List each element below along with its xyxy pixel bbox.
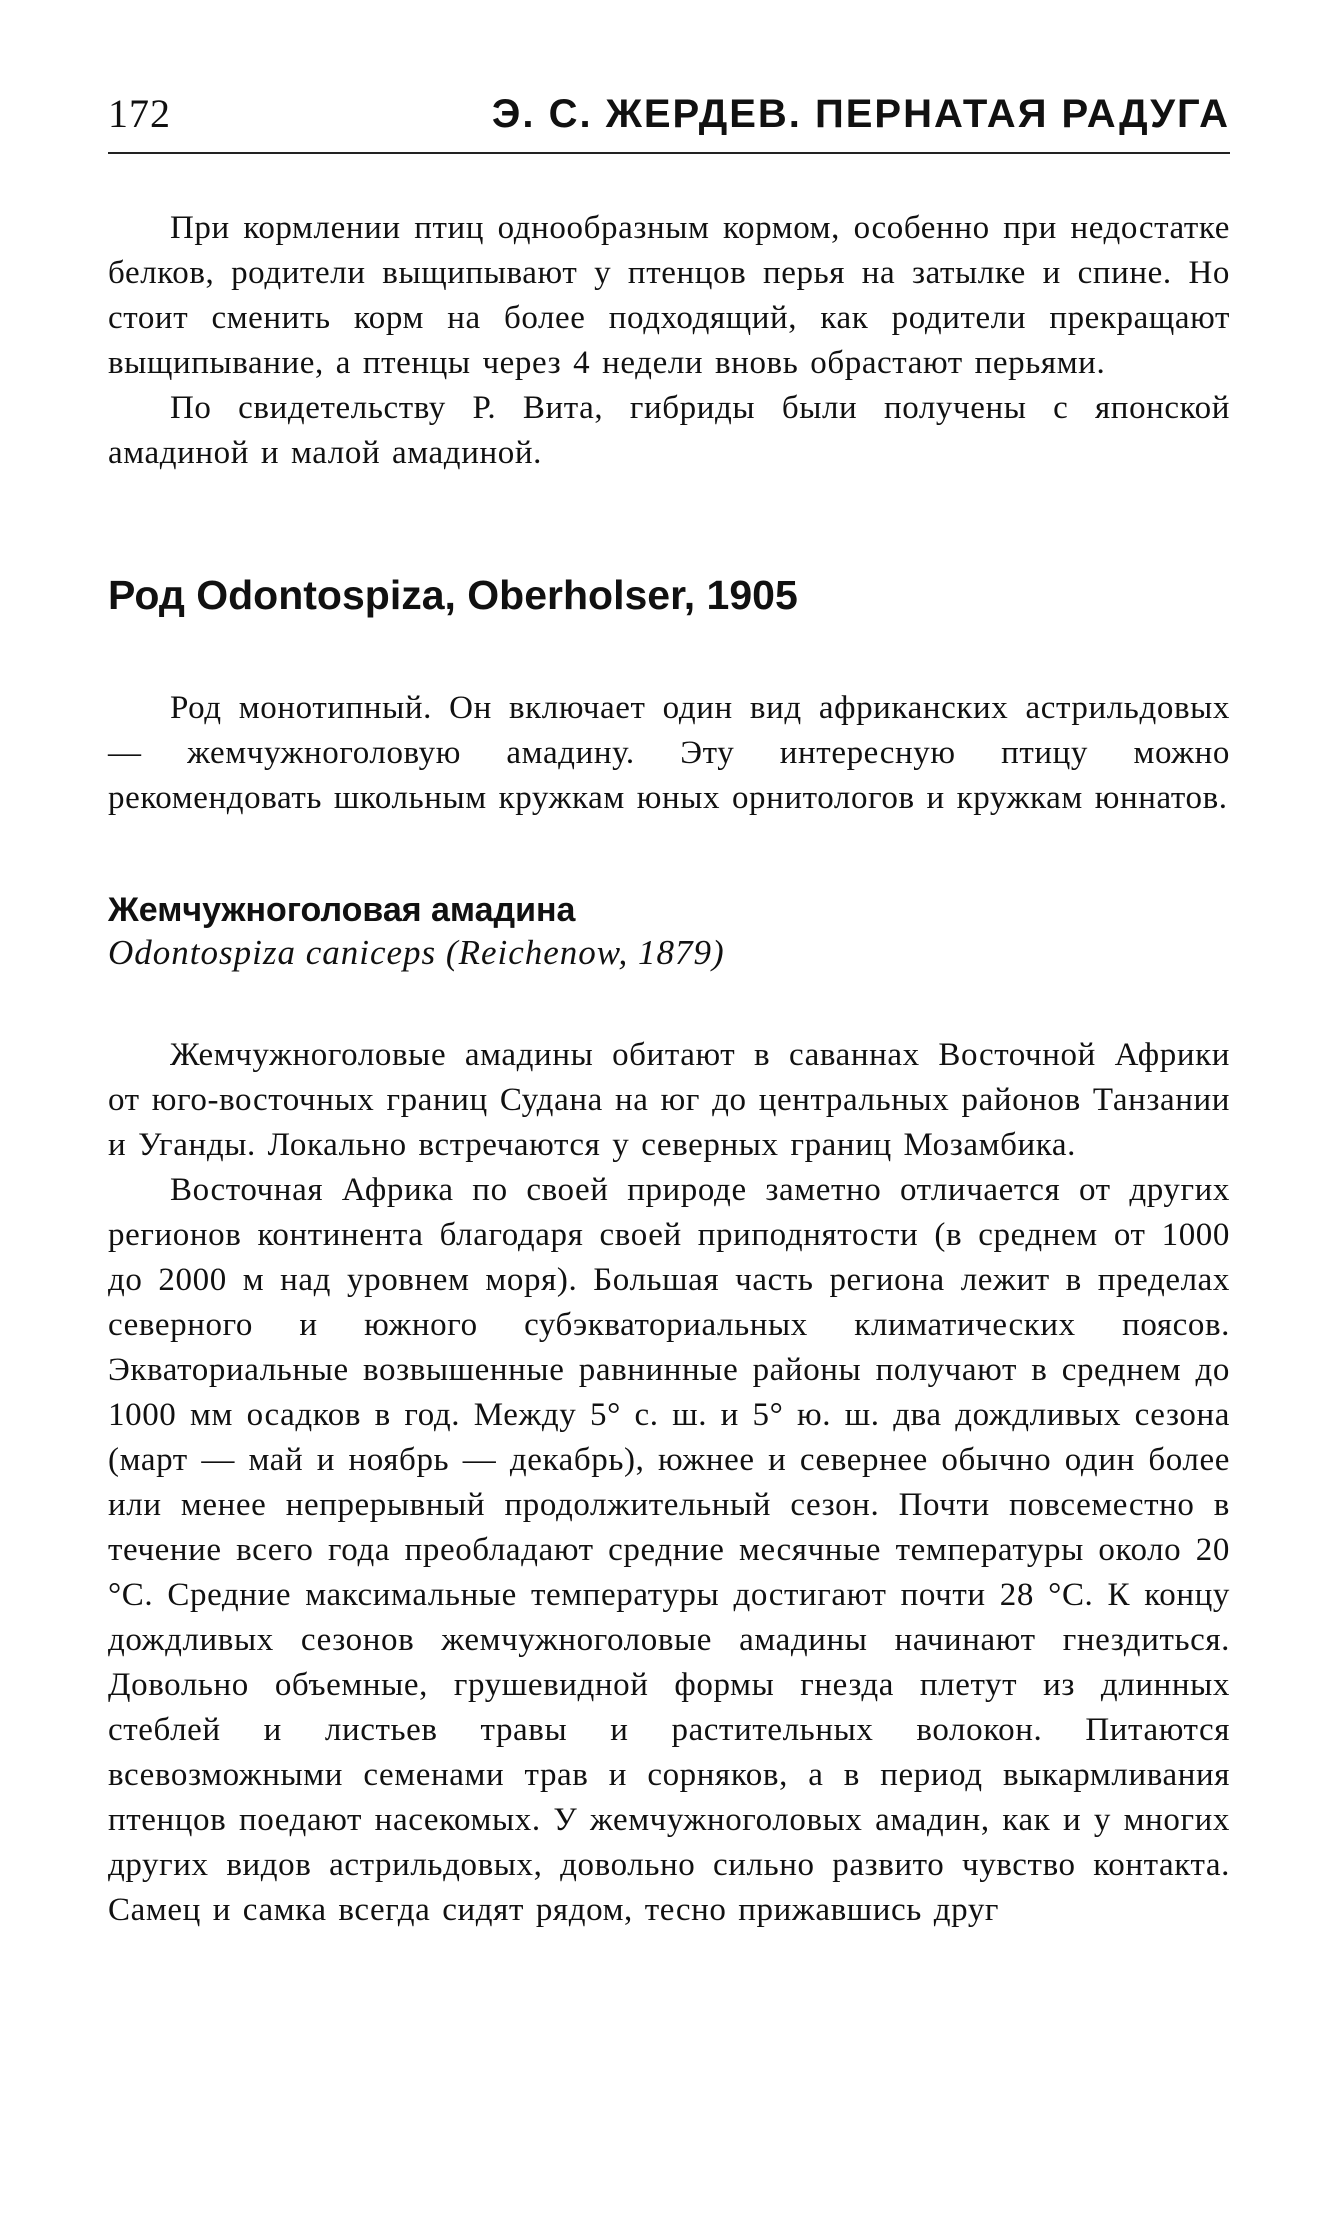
species-description [108,1033,1230,1933]
header-rule [108,152,1230,154]
genus-heading: Род Odontospiza, Oberholser, 1905 [108,572,798,618]
paragraph: Восточная Африка по своей природе заметно отличается от других регионов континента благодаря своей приподнятости (в среднем от 1000 до 2000 м над уровнем моря). Большая часть региона лежит в пределах северного и южного субэкваториальных климатических поясов. Экваториальные возвышенные равнинные районы получают в среднем до 1000 мм осадков в год. Между 5° с. ш. и 5° ю. ш. два дождливых сезона (март — май и ноябрь — декабрь), южнее и севернее обычно один более или менее непрерывный продолжительный сезон. Почти повсеместно в течение всего года преобладают средние месячные температуры около 20 °С. Средние максимальные температуры достигают почти 28 °С. К концу дождливых сезонов жемчужноголовые амадины начинают гнездиться. Довольно объемные, грушевидной формы гнезда плетут из длинных стеблей и листьев травы и растительных волокон. Питаются всевозможными семенами трав и сорняков, а в период выкармливания птенцов поедают насекомых. У жемчужноголовых амадин, как и у многих других видов астрильдовых, довольно сильно развито чувство контакта. Самец и самка всегда сидят рядом, тесно прижавшись друг [108,1172,1230,1928]
continued-text [108,206,1230,476]
paragraph: Жемчужноголовые амадины обитают в саваннах Восточной Африки от юго-восточных границ Судана на юг до центральных районов Танзании и Уганды. Локально встречаются у северных границ Мозамбика. [108,1037,1230,1163]
paragraph: При кормлении птиц однообразным кормом, особенно при недостатке белков, родители выщипывают у птенцов перья на затылке и спине. Но стоит сменить корм на более подходящий, как родители прекращают выщипывание, а птенцы через 4 недели вновь обрастают перьями. [108,210,1230,381]
running-title: Э. С. ЖЕРДЕВ. ПЕРНАТАЯ РАДУГА [491,92,1230,136]
page-number: 172 [108,91,171,136]
running-header [108,90,1230,148]
paragraph: Род монотипный. Он включает один вид африканских астрильдовых — жемчужноголовую амадину. Эту интересную птицу можно рекомендовать школьным кружкам юных орнитологов и кружкам юннатов. [108,690,1230,816]
book-page [108,90,1230,1933]
species-common-name: Жемчужноголовая амадина [108,891,576,929]
paragraph: По свидетельству Р. Вита, гибриды были получены с японской амадиной и малой амадиной. [108,390,1230,471]
species-latin-name: Odontospiza caniceps (Reichenow, 1879) [108,933,725,972]
genus-description [108,686,1230,821]
